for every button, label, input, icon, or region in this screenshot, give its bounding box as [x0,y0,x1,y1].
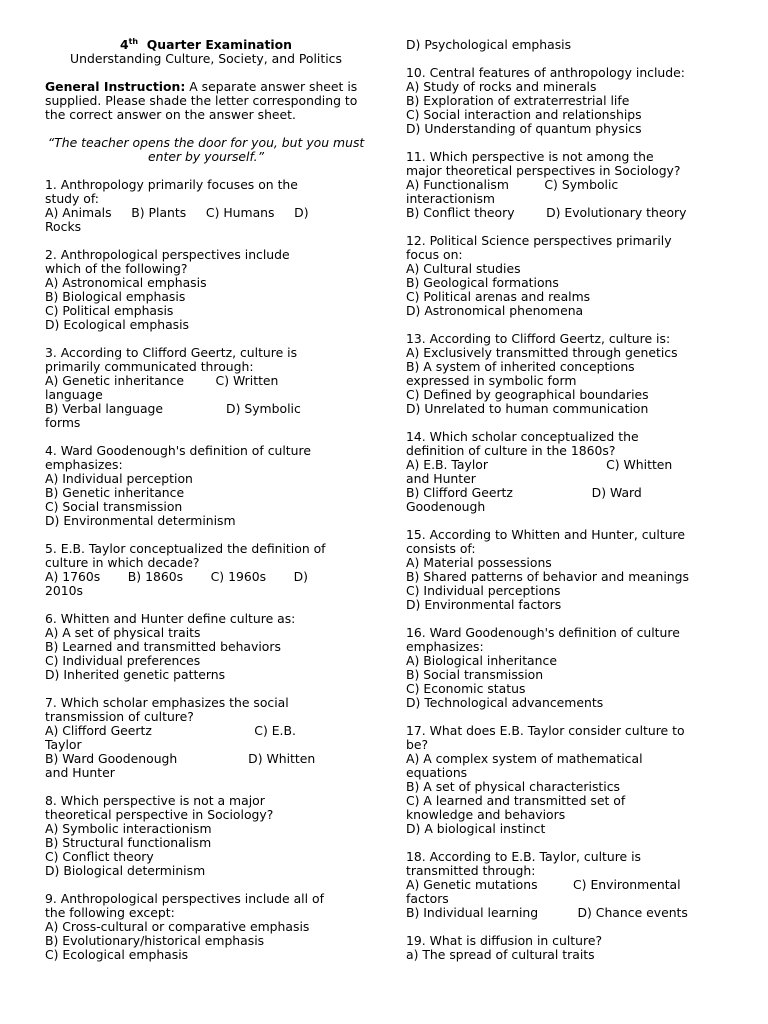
motivational-quote: “The teacher opens the door for you, but you must enter by yourself.” [47,135,365,164]
question-line: Taylor [45,737,82,752]
question-line: primarily communicated through: [45,359,254,374]
question-line: C) A learned and transmitted set of [406,793,626,808]
question-text: 1. Anthropology primarily focuses on the [45,177,298,192]
general-instruction [45,80,367,122]
question-line: be? [406,737,429,752]
question-line: C) Ecological emphasis [45,947,189,962]
question-text: D) Psychological emphasis [406,37,572,52]
question-line: B) A set of physical characteristics [406,779,620,794]
question-line: D) Biological determinism [45,863,206,878]
question-line: D) Ecological emphasis [45,317,190,332]
question-line: D) A biological instinct [406,821,546,836]
question-line: A) Astronomical emphasis [45,275,207,290]
question-line: D) Inherited genetic patterns [45,667,226,682]
question-line: A) 1760s B) 1860s C) 1960s D) [45,569,308,584]
question-block [406,528,736,612]
question-line: B) Clifford Geertz D) Ward [406,485,642,500]
question-line: C) Economic status [406,681,526,696]
question-block [406,150,736,220]
question-line: focus on: [406,247,463,262]
question-line: A) Material possessions [406,555,552,570]
question-line: a) The spread of cultural traits [406,947,595,962]
question-line: A) Symbolic interactionism [45,821,212,836]
question-line: B) Verbal language D) Symbolic [45,401,301,416]
question-block [406,332,736,416]
question-line: transmission of culture? [45,709,194,724]
question-line: the following except: [45,905,175,920]
question-line: B) Ward Goodenough D) Whitten [45,751,316,766]
question-text: 2. Anthropological perspectives include [45,247,290,262]
question-block [45,612,367,682]
question-text: 10. Central features of anthropology include: [406,65,685,80]
question-text: 19. What is diffusion in culture? [406,933,603,948]
question-line: major theoretical perspectives in Sociology? [406,163,681,178]
question-line: B) Exploration of extraterrestrial life [406,93,630,108]
question-line: D) Astronomical phenomena [406,303,584,318]
question-line: B) Geological formations [406,275,559,290]
question-line: Goodenough [406,499,486,514]
question-block [406,934,736,962]
question-line: C) Political emphasis [45,303,174,318]
question-text: 15. According to Whitten and Hunter, culture [406,527,685,542]
question-line: theoretical perspective in Sociology? [45,807,274,822]
question-line: A) Animals B) Plants C) Humans D) [45,205,309,220]
title-number: 4 [119,37,129,52]
question-line: D) Technological advancements [406,695,604,710]
question-line: A) Cultural studies [406,261,521,276]
question-line: B) Shared patterns of behavior and meanings [406,569,689,584]
question-line: Rocks [45,219,82,234]
question-line: B) Conflict theory D) Evolutionary theory [406,205,687,220]
question-line: B) Structural functionalism [45,835,212,850]
question-line: B) Social transmission [406,667,544,682]
question-block [45,542,367,598]
question-line: knowledge and behaviors [406,807,566,822]
question-text: 13. According to Clifford Geertz, culture is: [406,331,671,346]
exam-title [45,38,367,52]
question-line: C) Social transmission [45,499,183,514]
right-column [406,38,736,976]
question-line: D) Environmental determinism [45,513,236,528]
question-line: B) Biological emphasis [45,289,186,304]
question-line: and Hunter [45,765,115,780]
title-text: Quarter Examination [138,37,293,52]
question-line: 2010s [45,583,83,598]
question-text: 16. Ward Goodenough's definition of culture [406,625,680,640]
question-text: 14. Which scholar conceptualized the [406,429,639,444]
exam-subtitle: Understanding Culture, Society, and Politics [70,51,342,66]
question-line: A) Genetic inheritance C) Written [45,373,279,388]
question-block [45,892,367,962]
question-block [45,346,367,430]
question-block [406,430,736,514]
question-text: 8. Which perspective is not a major [45,793,265,808]
question-block [45,444,367,528]
question-text: 18. According to E.B. Taylor, culture is [406,849,642,864]
question-line: definition of culture in the 1860s? [406,443,616,458]
question-line: A) A set of physical traits [45,625,201,640]
question-line: C) Defined by geographical boundaries [406,387,649,402]
question-line: forms [45,415,81,430]
question-line: D) Understanding of quantum physics [406,121,642,136]
question-line: language [45,387,103,402]
question-line: C) Conflict theory [45,849,154,864]
question-line: C) Individual preferences [45,653,201,668]
question-line: factors [406,891,449,906]
question-block [406,626,736,710]
instruction-label: General Instruction: [45,79,186,94]
question-line: A) Exclusively transmitted through genetics [406,345,678,360]
question-line: culture in which decade? [45,555,200,570]
question-line: A) Functionalism C) Symbolic [406,177,619,192]
question-text: 11. Which perspective is not among the [406,149,654,164]
question-text: 3. According to Clifford Geertz, culture is [45,345,298,360]
question-line: B) Learned and transmitted behaviors [45,639,281,654]
question-line: C) Individual perceptions [406,583,561,598]
question-text: 7. Which scholar emphasizes the social [45,695,289,710]
question-line: interactionism [406,191,495,206]
question-block [406,38,736,52]
question-block [406,724,736,836]
question-line: study of: [45,191,99,206]
question-line: D) Unrelated to human communication [406,401,649,416]
question-line: A) E.B. Taylor C) Whitten [406,457,673,472]
question-line: and Hunter [406,471,476,486]
question-line: B) Genetic inheritance [45,485,185,500]
question-line: A) Biological inheritance [406,653,557,668]
question-line: consists of: [406,541,476,556]
left-question-list [45,178,367,962]
question-line: emphasizes: [406,639,484,654]
question-line: transmitted through: [406,863,536,878]
question-text: 9. Anthropological perspectives include all of [45,891,324,906]
right-question-list [406,38,736,962]
title-ordinal-suffix: th [128,36,139,46]
question-line: A) Individual perception [45,471,193,486]
left-column [45,38,367,976]
question-line: B) Individual learning D) Chance events [406,905,688,920]
question-text: 17. What does E.B. Taylor consider culture to [406,723,685,738]
question-line: emphasizes: [45,457,123,472]
question-text: 6. Whitten and Hunter define culture as: [45,611,296,626]
question-block [406,66,736,136]
question-line: A) Cross-cultural or comparative emphasis [45,919,310,934]
question-line: equations [406,765,468,780]
question-text: 12. Political Science perspectives primarily [406,233,672,248]
question-line: which of the following? [45,261,188,276]
instruction-text: A separate answer sheet is supplied. Please shade the letter corresponding to the correct answer on the answer sheet. [45,79,358,122]
question-block [45,248,367,332]
question-text: 4. Ward Goodenough's definition of culture [45,443,311,458]
question-line: A) Genetic mutations C) Environmental [406,877,681,892]
question-line: expressed in symbolic form [406,373,577,388]
question-line: A) Study of rocks and minerals [406,79,597,94]
question-line: C) Political arenas and realms [406,289,591,304]
question-line: C) Social interaction and relationships [406,107,642,122]
question-line: B) Evolutionary/historical emphasis [45,933,265,948]
question-block [45,696,367,780]
question-line: A) A complex system of mathematical [406,751,643,766]
question-block [406,850,736,920]
question-block [406,234,736,318]
question-block [45,178,367,234]
question-line: A) Clifford Geertz C) E.B. [45,723,296,738]
question-block [45,794,367,878]
question-line: B) A system of inherited conceptions [406,359,635,374]
question-line: D) Environmental factors [406,597,562,612]
question-text: 5. E.B. Taylor conceptualized the definition of [45,541,326,556]
